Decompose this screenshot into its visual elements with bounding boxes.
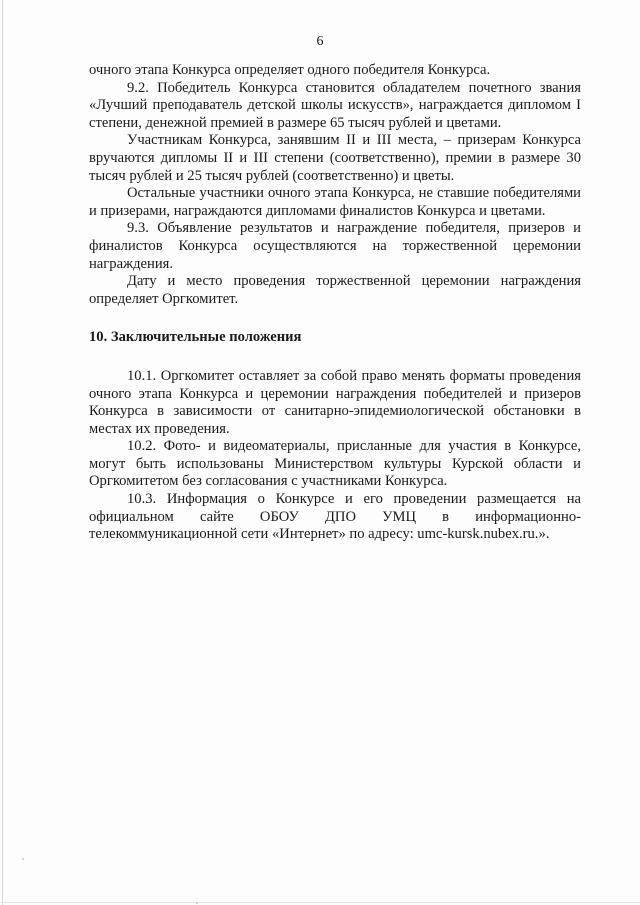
scan-edge-bottom [0,902,640,903]
scan-speck [22,858,24,860]
paragraph-10-2: 10.2. Фото- и видеоматериалы, присланные для участия в Конкурсе, могут быть использованы Министерством культуры Курской области и Оргкомитетом без согласования с участниками Конкурса. [89,438,581,490]
document-body [89,62,581,544]
paragraph-prize-winners: Участникам Конкурса, занявшим II и III места, – призерам Конкурса вручаются дипломы II и III степени (соответственно), премии в размере 30 тысяч рублей и 25 тысяч рублей (соответственно) и цветы. [89,132,581,184]
paragraph-finalists: Остальные участники очного этапа Конкурса, не ставшие победителями и призерами, награждаются дипломами финалистов Конкурса и цветами. [89,185,581,219]
page-number: 6 [316,34,324,49]
scan-edge-left [2,0,3,905]
section-heading: 10. Заключительные положения [89,329,302,346]
paragraph-10-3: 10.3. Информация о Конкурсе и его проведении размещается на официальном сайте ОБОУ ДПО УМЦ в информационно-телекоммуникационной сети «Интернет» по адресу: umc-kursk.nubex.ru.». [89,491,581,543]
paragraph-9-2: 9.2. Победитель Конкурса становится обладателем почетного звания «Лучший преподаватель детской школы искусств», награждается дипломом I степени, денежной премией в размере 65 тысяч рублей и цветами. [89,79,581,131]
paragraph-10-1: 10.1. Оргкомитет оставляет за собой право менять форматы проведения очного этапа Конкурса и церемонии награждения победителей и призеров Конкурса в зависимости от санитарно-эпидемиологической обстановки в местах их проведения. [89,367,581,437]
paragraph-9-3: 9.3. Объявление результатов и награждение победителя, призеров и финалистов Конкурса осуществляются на торжественной церемонии награждения. [89,220,581,272]
paragraph-continuation: очного этапа Конкурса определяет одного победителя Конкурса. [89,62,491,78]
paragraph-ceremony-date: Дату и место проведения торжественной церемонии награждения определяет Оргкомитет. [89,273,581,307]
scan-speck [196,902,198,904]
